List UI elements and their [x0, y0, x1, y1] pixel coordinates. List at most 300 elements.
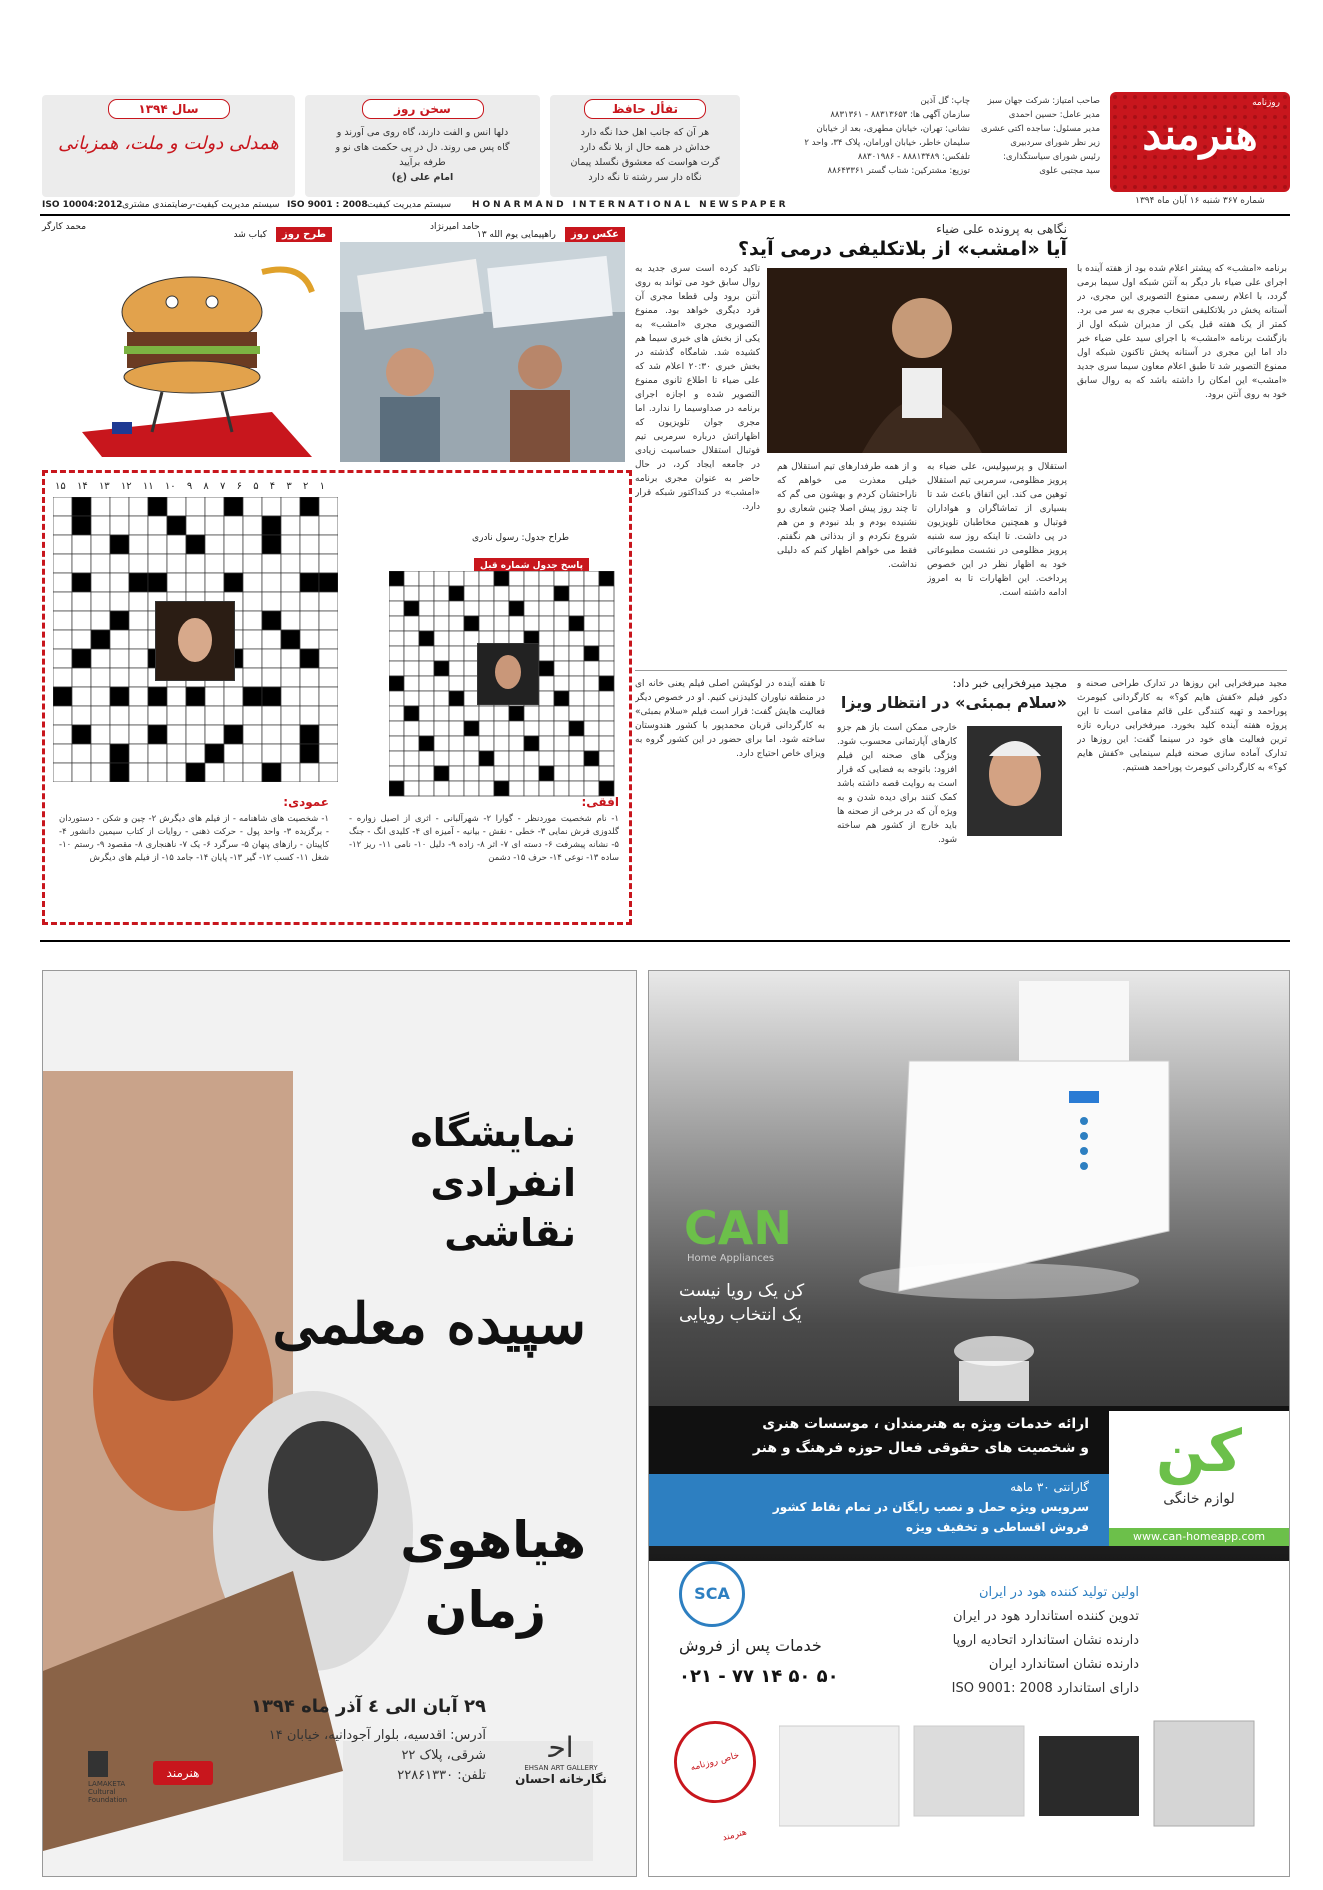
grid-cell[interactable]: [434, 706, 449, 721]
grid-cell[interactable]: [494, 781, 509, 796]
grid-cell[interactable]: [419, 631, 434, 646]
grid-cell[interactable]: [224, 687, 243, 706]
grid-cell[interactable]: [167, 535, 186, 554]
grid-cell[interactable]: [464, 766, 479, 781]
grid-cell[interactable]: [404, 751, 419, 766]
grid-cell[interactable]: [389, 691, 404, 706]
grid-cell[interactable]: [524, 616, 539, 631]
grid-cell[interactable]: [404, 586, 419, 601]
grid-cell[interactable]: [262, 706, 281, 725]
grid-cell[interactable]: [148, 706, 167, 725]
grid-cell[interactable]: [186, 744, 205, 763]
grid-cell[interactable]: [186, 763, 205, 782]
grid-cell[interactable]: [281, 744, 300, 763]
grid-cell[interactable]: [300, 668, 319, 687]
grid-cell[interactable]: [91, 573, 110, 592]
grid-cell[interactable]: [509, 781, 524, 796]
grid-cell[interactable]: [91, 630, 110, 649]
grid-cell[interactable]: [262, 649, 281, 668]
grid-cell[interactable]: [319, 668, 338, 687]
grid-cell[interactable]: [205, 497, 224, 516]
grid-cell[interactable]: [300, 497, 319, 516]
grid-cell[interactable]: [281, 516, 300, 535]
grid-cell[interactable]: [262, 763, 281, 782]
grid-cell[interactable]: [224, 535, 243, 554]
grid-cell[interactable]: [72, 649, 91, 668]
grid-cell[interactable]: [479, 766, 494, 781]
grid-cell[interactable]: [148, 725, 167, 744]
grid-cell[interactable]: [434, 781, 449, 796]
grid-cell[interactable]: [300, 744, 319, 763]
grid-cell[interactable]: [464, 586, 479, 601]
grid-cell[interactable]: [110, 725, 129, 744]
grid-cell[interactable]: [449, 721, 464, 736]
grid-cell[interactable]: [129, 535, 148, 554]
grid-cell[interactable]: [281, 497, 300, 516]
grid-cell[interactable]: [584, 586, 599, 601]
grid-cell[interactable]: [524, 571, 539, 586]
grid-cell[interactable]: [110, 554, 129, 573]
grid-cell[interactable]: [584, 736, 599, 751]
grid-cell[interactable]: [224, 706, 243, 725]
grid-cell[interactable]: [389, 781, 404, 796]
grid-cell[interactable]: [205, 573, 224, 592]
grid-cell[interactable]: [524, 586, 539, 601]
grid-cell[interactable]: [584, 601, 599, 616]
grid-cell[interactable]: [281, 687, 300, 706]
grid-cell[interactable]: [53, 649, 72, 668]
grid-cell[interactable]: [449, 646, 464, 661]
grid-cell[interactable]: [569, 736, 584, 751]
grid-cell[interactable]: [243, 535, 262, 554]
grid-cell[interactable]: [479, 706, 494, 721]
grid-cell[interactable]: [449, 676, 464, 691]
grid-cell[interactable]: [539, 706, 554, 721]
grid-cell[interactable]: [319, 687, 338, 706]
grid-cell[interactable]: [186, 687, 205, 706]
grid-cell[interactable]: [419, 601, 434, 616]
grid-cell[interactable]: [319, 611, 338, 630]
grid-cell[interactable]: [129, 573, 148, 592]
grid-cell[interactable]: [434, 676, 449, 691]
grid-cell[interactable]: [300, 687, 319, 706]
grid-cell[interactable]: [449, 601, 464, 616]
grid-cell[interactable]: [243, 763, 262, 782]
grid-cell[interactable]: [539, 661, 554, 676]
grid-cell[interactable]: [72, 516, 91, 535]
grid-cell[interactable]: [404, 631, 419, 646]
grid-cell[interactable]: [584, 781, 599, 796]
grid-cell[interactable]: [72, 763, 91, 782]
grid-cell[interactable]: [91, 535, 110, 554]
grid-cell[interactable]: [404, 766, 419, 781]
grid-cell[interactable]: [281, 706, 300, 725]
grid-cell[interactable]: [554, 646, 569, 661]
grid-cell[interactable]: [186, 573, 205, 592]
grid-cell[interactable]: [300, 725, 319, 744]
grid-cell[interactable]: [449, 631, 464, 646]
grid-cell[interactable]: [539, 601, 554, 616]
grid-cell[interactable]: [129, 630, 148, 649]
grid-cell[interactable]: [262, 630, 281, 649]
grid-cell[interactable]: [449, 616, 464, 631]
grid-cell[interactable]: [479, 571, 494, 586]
grid-cell[interactable]: [389, 571, 404, 586]
grid-cell[interactable]: [434, 616, 449, 631]
grid-cell[interactable]: [91, 592, 110, 611]
grid-cell[interactable]: [53, 573, 72, 592]
grid-cell[interactable]: [91, 744, 110, 763]
grid-cell[interactable]: [243, 687, 262, 706]
grid-cell[interactable]: [243, 744, 262, 763]
grid-cell[interactable]: [129, 744, 148, 763]
grid-cell[interactable]: [224, 744, 243, 763]
grid-cell[interactable]: [319, 573, 338, 592]
grid-cell[interactable]: [599, 586, 614, 601]
grid-cell[interactable]: [319, 497, 338, 516]
grid-cell[interactable]: [569, 706, 584, 721]
grid-cell[interactable]: [569, 646, 584, 661]
grid-cell[interactable]: [524, 751, 539, 766]
grid-cell[interactable]: [224, 497, 243, 516]
grid-cell[interactable]: [449, 751, 464, 766]
grid-cell[interactable]: [205, 725, 224, 744]
grid-cell[interactable]: [53, 497, 72, 516]
grid-cell[interactable]: [205, 763, 224, 782]
grid-cell[interactable]: [509, 706, 524, 721]
grid-cell[interactable]: [148, 573, 167, 592]
grid-cell[interactable]: [509, 766, 524, 781]
grid-cell[interactable]: [110, 744, 129, 763]
grid-cell[interactable]: [243, 497, 262, 516]
grid-cell[interactable]: [53, 687, 72, 706]
grid-cell[interactable]: [554, 781, 569, 796]
grid-cell[interactable]: [110, 649, 129, 668]
grid-cell[interactable]: [167, 725, 186, 744]
grid-cell[interactable]: [110, 668, 129, 687]
grid-cell[interactable]: [224, 725, 243, 744]
grid-cell[interactable]: [148, 687, 167, 706]
grid-cell[interactable]: [319, 706, 338, 725]
grid-cell[interactable]: [389, 706, 404, 721]
grid-cell[interactable]: [389, 766, 404, 781]
grid-cell[interactable]: [569, 616, 584, 631]
grid-cell[interactable]: [389, 586, 404, 601]
grid-cell[interactable]: [584, 766, 599, 781]
grid-cell[interactable]: [494, 736, 509, 751]
grid-cell[interactable]: [479, 781, 494, 796]
grid-cell[interactable]: [389, 721, 404, 736]
grid-cell[interactable]: [243, 573, 262, 592]
grid-cell[interactable]: [494, 616, 509, 631]
grid-cell[interactable]: [584, 676, 599, 691]
grid-cell[interactable]: [110, 687, 129, 706]
grid-cell[interactable]: [167, 573, 186, 592]
grid-cell[interactable]: [243, 592, 262, 611]
grid-cell[interactable]: [148, 535, 167, 554]
grid-cell[interactable]: [524, 721, 539, 736]
grid-cell[interactable]: [243, 554, 262, 573]
grid-cell[interactable]: [53, 592, 72, 611]
grid-cell[interactable]: [569, 751, 584, 766]
grid-cell[interactable]: [281, 592, 300, 611]
grid-cell[interactable]: [554, 571, 569, 586]
grid-cell[interactable]: [53, 611, 72, 630]
grid-cell[interactable]: [262, 687, 281, 706]
grid-cell[interactable]: [599, 706, 614, 721]
grid-cell[interactable]: [319, 763, 338, 782]
grid-cell[interactable]: [419, 706, 434, 721]
grid-cell[interactable]: [91, 497, 110, 516]
grid-cell[interactable]: [509, 751, 524, 766]
grid-cell[interactable]: [53, 725, 72, 744]
grid-cell[interactable]: [494, 571, 509, 586]
grid-cell[interactable]: [72, 725, 91, 744]
grid-cell[interactable]: [479, 721, 494, 736]
grid-cell[interactable]: [584, 661, 599, 676]
grid-cell[interactable]: [243, 706, 262, 725]
grid-cell[interactable]: [584, 646, 599, 661]
grid-cell[interactable]: [72, 554, 91, 573]
grid-cell[interactable]: [539, 721, 554, 736]
grid-cell[interactable]: [72, 592, 91, 611]
grid-cell[interactable]: [569, 676, 584, 691]
grid-cell[interactable]: [569, 661, 584, 676]
grid-cell[interactable]: [205, 744, 224, 763]
grid-cell[interactable]: [494, 766, 509, 781]
grid-cell[interactable]: [167, 763, 186, 782]
grid-cell[interactable]: [509, 721, 524, 736]
grid-cell[interactable]: [509, 571, 524, 586]
grid-cell[interactable]: [91, 725, 110, 744]
grid-cell[interactable]: [599, 631, 614, 646]
grid-cell[interactable]: [479, 586, 494, 601]
grid-cell[interactable]: [110, 706, 129, 725]
grid-cell[interactable]: [389, 661, 404, 676]
grid-cell[interactable]: [554, 691, 569, 706]
grid-cell[interactable]: [262, 535, 281, 554]
grid-cell[interactable]: [91, 554, 110, 573]
grid-cell[interactable]: [569, 601, 584, 616]
grid-cell[interactable]: [389, 676, 404, 691]
grid-cell[interactable]: [129, 516, 148, 535]
grid-cell[interactable]: [404, 721, 419, 736]
grid-cell[interactable]: [167, 554, 186, 573]
grid-cell[interactable]: [599, 616, 614, 631]
grid-cell[interactable]: [53, 535, 72, 554]
grid-cell[interactable]: [319, 630, 338, 649]
grid-cell[interactable]: [479, 736, 494, 751]
grid-cell[interactable]: [129, 592, 148, 611]
grid-cell[interactable]: [599, 781, 614, 796]
grid-cell[interactable]: [554, 601, 569, 616]
grid-cell[interactable]: [449, 706, 464, 721]
grid-cell[interactable]: [243, 516, 262, 535]
grid-cell[interactable]: [419, 736, 434, 751]
grid-cell[interactable]: [599, 601, 614, 616]
grid-cell[interactable]: [110, 592, 129, 611]
grid-cell[interactable]: [584, 706, 599, 721]
grid-cell[interactable]: [434, 601, 449, 616]
grid-cell[interactable]: [539, 571, 554, 586]
grid-cell[interactable]: [319, 649, 338, 668]
grid-cell[interactable]: [599, 661, 614, 676]
grid-cell[interactable]: [464, 571, 479, 586]
grid-cell[interactable]: [419, 766, 434, 781]
grid-cell[interactable]: [262, 744, 281, 763]
grid-cell[interactable]: [539, 766, 554, 781]
grid-cell[interactable]: [539, 736, 554, 751]
grid-cell[interactable]: [434, 646, 449, 661]
grid-cell[interactable]: [319, 725, 338, 744]
grid-cell[interactable]: [539, 631, 554, 646]
grid-cell[interactable]: [129, 706, 148, 725]
grid-cell[interactable]: [539, 646, 554, 661]
grid-cell[interactable]: [584, 616, 599, 631]
grid-cell[interactable]: [599, 751, 614, 766]
grid-cell[interactable]: [599, 676, 614, 691]
grid-cell[interactable]: [389, 646, 404, 661]
grid-cell[interactable]: [129, 668, 148, 687]
grid-cell[interactable]: [464, 706, 479, 721]
grid-cell[interactable]: [53, 706, 72, 725]
grid-cell[interactable]: [584, 571, 599, 586]
grid-cell[interactable]: [262, 592, 281, 611]
grid-cell[interactable]: [584, 721, 599, 736]
grid-cell[interactable]: [167, 497, 186, 516]
grid-cell[interactable]: [319, 592, 338, 611]
grid-cell[interactable]: [419, 691, 434, 706]
grid-cell[interactable]: [389, 736, 404, 751]
grid-cell[interactable]: [91, 668, 110, 687]
grid-cell[interactable]: [569, 571, 584, 586]
grid-cell[interactable]: [554, 751, 569, 766]
grid-cell[interactable]: [419, 661, 434, 676]
grid-cell[interactable]: [72, 744, 91, 763]
grid-cell[interactable]: [91, 649, 110, 668]
grid-cell[interactable]: [404, 601, 419, 616]
grid-cell[interactable]: [319, 744, 338, 763]
grid-cell[interactable]: [554, 616, 569, 631]
grid-cell[interactable]: [148, 516, 167, 535]
grid-cell[interactable]: [554, 706, 569, 721]
grid-cell[interactable]: [148, 497, 167, 516]
grid-cell[interactable]: [569, 781, 584, 796]
grid-cell[interactable]: [449, 736, 464, 751]
grid-cell[interactable]: [129, 725, 148, 744]
grid-cell[interactable]: [91, 687, 110, 706]
grid-cell[interactable]: [186, 554, 205, 573]
grid-cell[interactable]: [72, 706, 91, 725]
grid-cell[interactable]: [319, 554, 338, 573]
grid-cell[interactable]: [419, 616, 434, 631]
grid-cell[interactable]: [464, 721, 479, 736]
grid-cell[interactable]: [72, 611, 91, 630]
grid-cell[interactable]: [148, 554, 167, 573]
grid-cell[interactable]: [599, 691, 614, 706]
grid-cell[interactable]: [419, 751, 434, 766]
grid-cell[interactable]: [479, 616, 494, 631]
grid-cell[interactable]: [539, 691, 554, 706]
grid-cell[interactable]: [419, 586, 434, 601]
grid-cell[interactable]: [599, 736, 614, 751]
grid-cell[interactable]: [524, 766, 539, 781]
grid-cell[interactable]: [434, 691, 449, 706]
grid-cell[interactable]: [584, 691, 599, 706]
grid-cell[interactable]: [569, 631, 584, 646]
grid-cell[interactable]: [319, 516, 338, 535]
grid-cell[interactable]: [449, 766, 464, 781]
grid-cell[interactable]: [262, 573, 281, 592]
grid-cell[interactable]: [319, 535, 338, 554]
grid-cell[interactable]: [524, 706, 539, 721]
grid-cell[interactable]: [449, 691, 464, 706]
grid-cell[interactable]: [262, 516, 281, 535]
grid-cell[interactable]: [404, 616, 419, 631]
grid-cell[interactable]: [262, 668, 281, 687]
grid-cell[interactable]: [434, 661, 449, 676]
grid-cell[interactable]: [449, 661, 464, 676]
grid-cell[interactable]: [389, 616, 404, 631]
grid-cell[interactable]: [243, 611, 262, 630]
grid-cell[interactable]: [464, 751, 479, 766]
grid-cell[interactable]: [539, 781, 554, 796]
grid-cell[interactable]: [205, 535, 224, 554]
grid-cell[interactable]: [148, 763, 167, 782]
grid-cell[interactable]: [205, 516, 224, 535]
grid-cell[interactable]: [262, 554, 281, 573]
grid-cell[interactable]: [479, 601, 494, 616]
grid-cell[interactable]: [224, 573, 243, 592]
grid-cell[interactable]: [554, 736, 569, 751]
grid-cell[interactable]: [464, 616, 479, 631]
grid-cell[interactable]: [224, 554, 243, 573]
grid-cell[interactable]: [584, 751, 599, 766]
grid-cell[interactable]: [404, 661, 419, 676]
grid-cell[interactable]: [554, 661, 569, 676]
grid-cell[interactable]: [300, 573, 319, 592]
grid-cell[interactable]: [599, 766, 614, 781]
grid-cell[interactable]: [449, 571, 464, 586]
grid-cell[interactable]: [148, 744, 167, 763]
grid-cell[interactable]: [53, 516, 72, 535]
grid-cell[interactable]: [389, 601, 404, 616]
grid-cell[interactable]: [494, 601, 509, 616]
grid-cell[interactable]: [494, 751, 509, 766]
grid-cell[interactable]: [404, 736, 419, 751]
grid-cell[interactable]: [91, 763, 110, 782]
grid-cell[interactable]: [243, 725, 262, 744]
grid-cell[interactable]: [300, 649, 319, 668]
grid-cell[interactable]: [404, 571, 419, 586]
grid-cell[interactable]: [281, 611, 300, 630]
grid-cell[interactable]: [419, 721, 434, 736]
grid-cell[interactable]: [464, 736, 479, 751]
grid-cell[interactable]: [281, 573, 300, 592]
grid-cell[interactable]: [434, 721, 449, 736]
grid-cell[interactable]: [539, 751, 554, 766]
grid-cell[interactable]: [404, 706, 419, 721]
grid-cell[interactable]: [300, 535, 319, 554]
grid-cell[interactable]: [224, 763, 243, 782]
grid-cell[interactable]: [91, 516, 110, 535]
grid-cell[interactable]: [243, 630, 262, 649]
grid-cell[interactable]: [300, 516, 319, 535]
grid-cell[interactable]: [509, 616, 524, 631]
grid-cell[interactable]: [129, 687, 148, 706]
grid-cell[interactable]: [464, 601, 479, 616]
grid-cell[interactable]: [281, 554, 300, 573]
